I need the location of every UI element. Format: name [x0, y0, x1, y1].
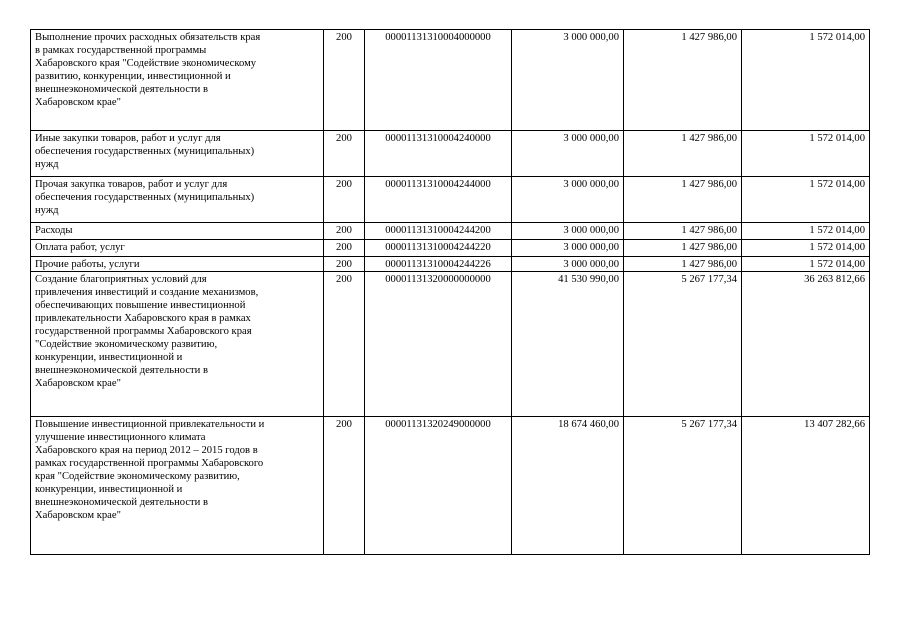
row-name-line: в рамках государственной программы — [35, 45, 207, 56]
row-name-line: Прочая закупка товаров, работ и услуг для — [35, 179, 228, 190]
executed-amount: 1 427 986,00 — [624, 257, 742, 272]
budget-classification-code: 00001131310004244200 — [365, 223, 512, 240]
row-name — [31, 223, 324, 240]
budget-classification-code: 00001131320249000000 — [365, 417, 512, 555]
remaining-amount: 1 572 014,00 — [742, 131, 870, 177]
line-code: 200 — [324, 257, 365, 272]
approved-amount: 3 000 000,00 — [512, 223, 624, 240]
row-name-line: Хабаровском крае" — [35, 97, 121, 108]
row-name-line: внешнеэкономической деятельности в — [35, 365, 209, 376]
line-code: 200 — [324, 240, 365, 257]
row-name-line: нужд — [35, 205, 59, 216]
executed-amount: 5 267 177,34 — [624, 417, 742, 555]
row-name-line: Оплата работ, услуг — [35, 242, 125, 253]
executed-amount: 1 427 986,00 — [624, 223, 742, 240]
approved-amount: 3 000 000,00 — [512, 30, 624, 131]
row-name-line: Хабаровского края "Содействие экономическому — [35, 58, 257, 69]
remaining-amount: 1 572 014,00 — [742, 257, 870, 272]
row-name-line: государственной программы Хабаровского края — [35, 326, 252, 337]
executed-amount: 1 427 986,00 — [624, 30, 742, 131]
row-name-line: обеспечения государственных (муниципальных) — [35, 146, 255, 157]
table-body — [31, 30, 870, 555]
row-name-line: Иные закупки товаров, работ и услуг для — [35, 133, 221, 144]
row-name — [31, 272, 324, 417]
executed-amount: 1 427 986,00 — [624, 131, 742, 177]
approved-amount: 41 530 990,00 — [512, 272, 624, 417]
approved-amount: 3 000 000,00 — [512, 131, 624, 177]
budget-classification-code: 00001131310004244000 — [365, 177, 512, 223]
row-name-line: конкуренции, инвестиционной и — [35, 484, 183, 495]
table-row — [31, 417, 870, 555]
row-name-line: Выполнение прочих расходных обязательств края — [35, 32, 261, 43]
remaining-amount: 36 263 812,66 — [742, 272, 870, 417]
row-name-line: Создание благоприятных условий для — [35, 274, 207, 285]
row-name — [31, 240, 324, 257]
remaining-amount: 1 572 014,00 — [742, 30, 870, 131]
row-name-line: обеспечивающих повышение инвестиционной — [35, 300, 246, 311]
table-row — [31, 272, 870, 417]
approved-amount: 3 000 000,00 — [512, 177, 624, 223]
table-row — [31, 223, 870, 240]
executed-amount: 5 267 177,34 — [624, 272, 742, 417]
table-row — [31, 30, 870, 131]
approved-amount: 18 674 460,00 — [512, 417, 624, 555]
row-name-line: рамках государственной программы Хабаровского — [35, 458, 264, 469]
approved-amount: 3 000 000,00 — [512, 257, 624, 272]
row-name — [31, 177, 324, 223]
approved-amount: 3 000 000,00 — [512, 240, 624, 257]
remaining-amount: 1 572 014,00 — [742, 223, 870, 240]
row-name-line: нужд — [35, 159, 59, 170]
remaining-amount: 13 407 282,66 — [742, 417, 870, 555]
line-code: 200 — [324, 131, 365, 177]
remaining-amount: 1 572 014,00 — [742, 177, 870, 223]
row-name-line: внешнеэкономической деятельности в — [35, 497, 209, 508]
row-name-line: Хабаровском крае" — [35, 378, 121, 389]
table-row — [31, 257, 870, 272]
budget-classification-code: 00001131310004240000 — [365, 131, 512, 177]
table-row — [31, 177, 870, 223]
row-name-line: Хабаровском крае" — [35, 510, 121, 521]
row-name-line: края "Содействие экономическому развитию, — [35, 471, 240, 482]
row-name-line: внешнеэкономической деятельности в — [35, 84, 209, 95]
line-code: 200 — [324, 177, 365, 223]
row-name — [31, 257, 324, 272]
row-name-line: развитию, конкуренции, инвестиционной и — [35, 71, 231, 82]
row-name-line: привлечения инвестиций и создание механизмов, — [35, 287, 259, 298]
row-name-line: Прочие работы, услуги — [35, 259, 140, 270]
row-name-line: Расходы — [35, 225, 73, 236]
row-name-line: Повышение инвестиционной привлекательности и — [35, 419, 265, 430]
row-name — [31, 417, 324, 555]
row-name-line: улучшение инвестиционного климата — [35, 432, 206, 443]
line-code: 200 — [324, 417, 365, 555]
line-code: 200 — [324, 223, 365, 240]
budget-classification-code: 00001131310004244226 — [365, 257, 512, 272]
line-code: 200 — [324, 272, 365, 417]
row-name-line: обеспечения государственных (муниципальных) — [35, 192, 255, 203]
row-name — [31, 30, 324, 131]
row-name-line: Хабаровского края на период 2012 – 2015 годов в — [35, 445, 258, 456]
budget-classification-code: 00001131320000000000 — [365, 272, 512, 417]
remaining-amount: 1 572 014,00 — [742, 240, 870, 257]
row-name-line: конкуренции, инвестиционной и — [35, 352, 183, 363]
budget-classification-code: 00001131310004000000 — [365, 30, 512, 131]
row-name-line: "Содействие экономическому развитию, — [35, 339, 218, 350]
table-row — [31, 240, 870, 257]
budget-classification-code: 00001131310004244220 — [365, 240, 512, 257]
executed-amount: 1 427 986,00 — [624, 240, 742, 257]
line-code: 200 — [324, 30, 365, 131]
table-row — [31, 131, 870, 177]
budget-execution-table — [30, 29, 870, 555]
row-name — [31, 131, 324, 177]
executed-amount: 1 427 986,00 — [624, 177, 742, 223]
row-name-line: привлекательности Хабаровского края в рамках — [35, 313, 251, 324]
